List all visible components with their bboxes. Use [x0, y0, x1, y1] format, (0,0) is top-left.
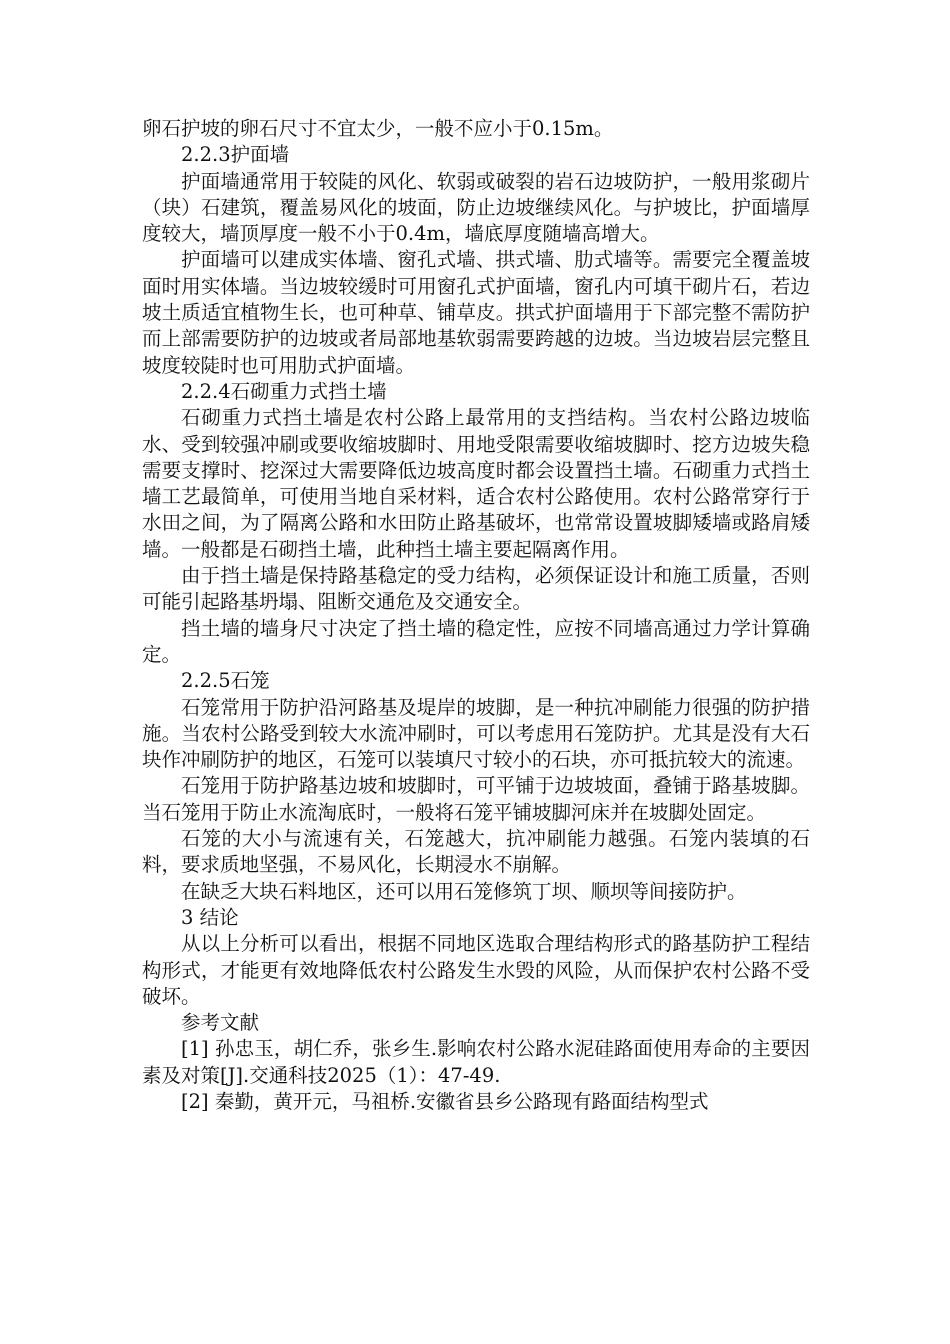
references-heading: 参考文献 [181, 1011, 260, 1035]
paragraph: 石笼常用于防护沿河路基及堤岸的坡脚，是一种抗冲刷能力很强的防护措施。当农村公路受到较大水流冲刷时，可以考虑用石笼防护。尤其是没有大石块作冲刷防护的地区，石笼可以装填尺寸较小的石块，亦可抵抗较大的流速。 [142, 695, 810, 772]
paragraph: 从以上分析可以看出，根据不同地区选取合理结构形式的路基防护工程结构形式，才能更有效地降低农村公路发生水毁的风险，从而保护农村公路不受破坏。 [142, 932, 810, 1008]
section-heading: 3 结论 [181, 905, 239, 929]
paragraph: 石笼用于防护路基边坡和坡脚时，可平铺于边坡坡面，叠铺于路基坡脚。当石笼用于防止水流淘底时，一般将石笼平铺坡脚河床并在坡脚处固定。 [142, 774, 810, 824]
document-body [142, 116, 810, 1115]
paragraph: 护面墙可以建成实体墙、窗孔式墙、拱式墙、肋式墙等。需要完全覆盖坡面时用实体墙。当边坡较缓时可用窗孔式护面墙，窗孔内可填干砌片石，若边坡土质适宜植物生长，也可种草、铺草皮。拱式护面墙用于下部完整不需防护而上部需要防护的边坡或者局部地基软弱需要跨越的边坡。当边坡岩层完整且坡度较陡时也可用肋式护面墙。 [142, 248, 810, 377]
reference-entry: [2] 秦勤，黄开元，马祖桥.安徽省县乡公路现有路面结构型式 [181, 1089, 709, 1113]
paragraph: 护面墙通常用于较陡的风化、软弱或破裂的岩石边坡防护，一般用浆砌片（块）石建筑，覆盖易风化的坡面，防止边坡继续风化。与护坡比，护面墙厚度较大，墙顶厚度一般不小于0.4m，墙底厚度随墙高增大。 [142, 169, 810, 246]
paragraph: 卵石护坡的卵石尺寸不宜太少，一般不应小于0.15m。 [142, 117, 614, 140]
section-heading: 2.2.4石砌重力式挡土墙 [181, 379, 387, 403]
section-heading: 2.2.3护面墙 [181, 143, 290, 167]
reference-entry: [1] 孙忠玉，胡仁乔，张乡生.影响农村公路水泥硅路面使用寿命的主要因素及对策[J].交通科技2025（1）：47-49. [142, 1037, 810, 1087]
paragraph: 由于挡土墙是保持路基稳定的受力结构，必须保证设计和施工质量，否则可能引起路基坍塌、阻断交通危及交通安全。 [142, 564, 810, 614]
paragraph: 在缺乏大块石料地区，还可以用石笼修筑丁坝、顺坝等间接防护。 [181, 879, 747, 903]
paragraph: 石笼的大小与流速有关，石笼越大，抗冲刷能力越强。石笼内装填的石料，要求质地坚强，不易风化，长期浸水不崩解。 [142, 827, 810, 877]
section-heading: 2.2.5石笼 [181, 669, 270, 693]
paragraph: 挡土墙的墙身尺寸决定了挡土墙的稳定性，应按不同墙高通过力学计算确定。 [142, 616, 810, 666]
paragraph: 石砌重力式挡土墙是农村公路上最常用的支挡结构。当农村公路边坡临水、受到较强冲刷或要收缩坡脚时、用地受限需要收缩坡脚时、挖方边坡失稳需要支撑时、挖深过大需要降低边坡高度时都会设置挡土墙。石砌重力式挡土墙工艺最简单，可使用当地自采材料，适合农村公路使用。农村公路常穿行于水田之间，为了隔离公路和水田防止路基破坏，也常常设置坡脚矮墙或路肩矮墙。一般都是石砌挡土墙，此种挡土墙主要起隔离作用。 [142, 406, 810, 561]
